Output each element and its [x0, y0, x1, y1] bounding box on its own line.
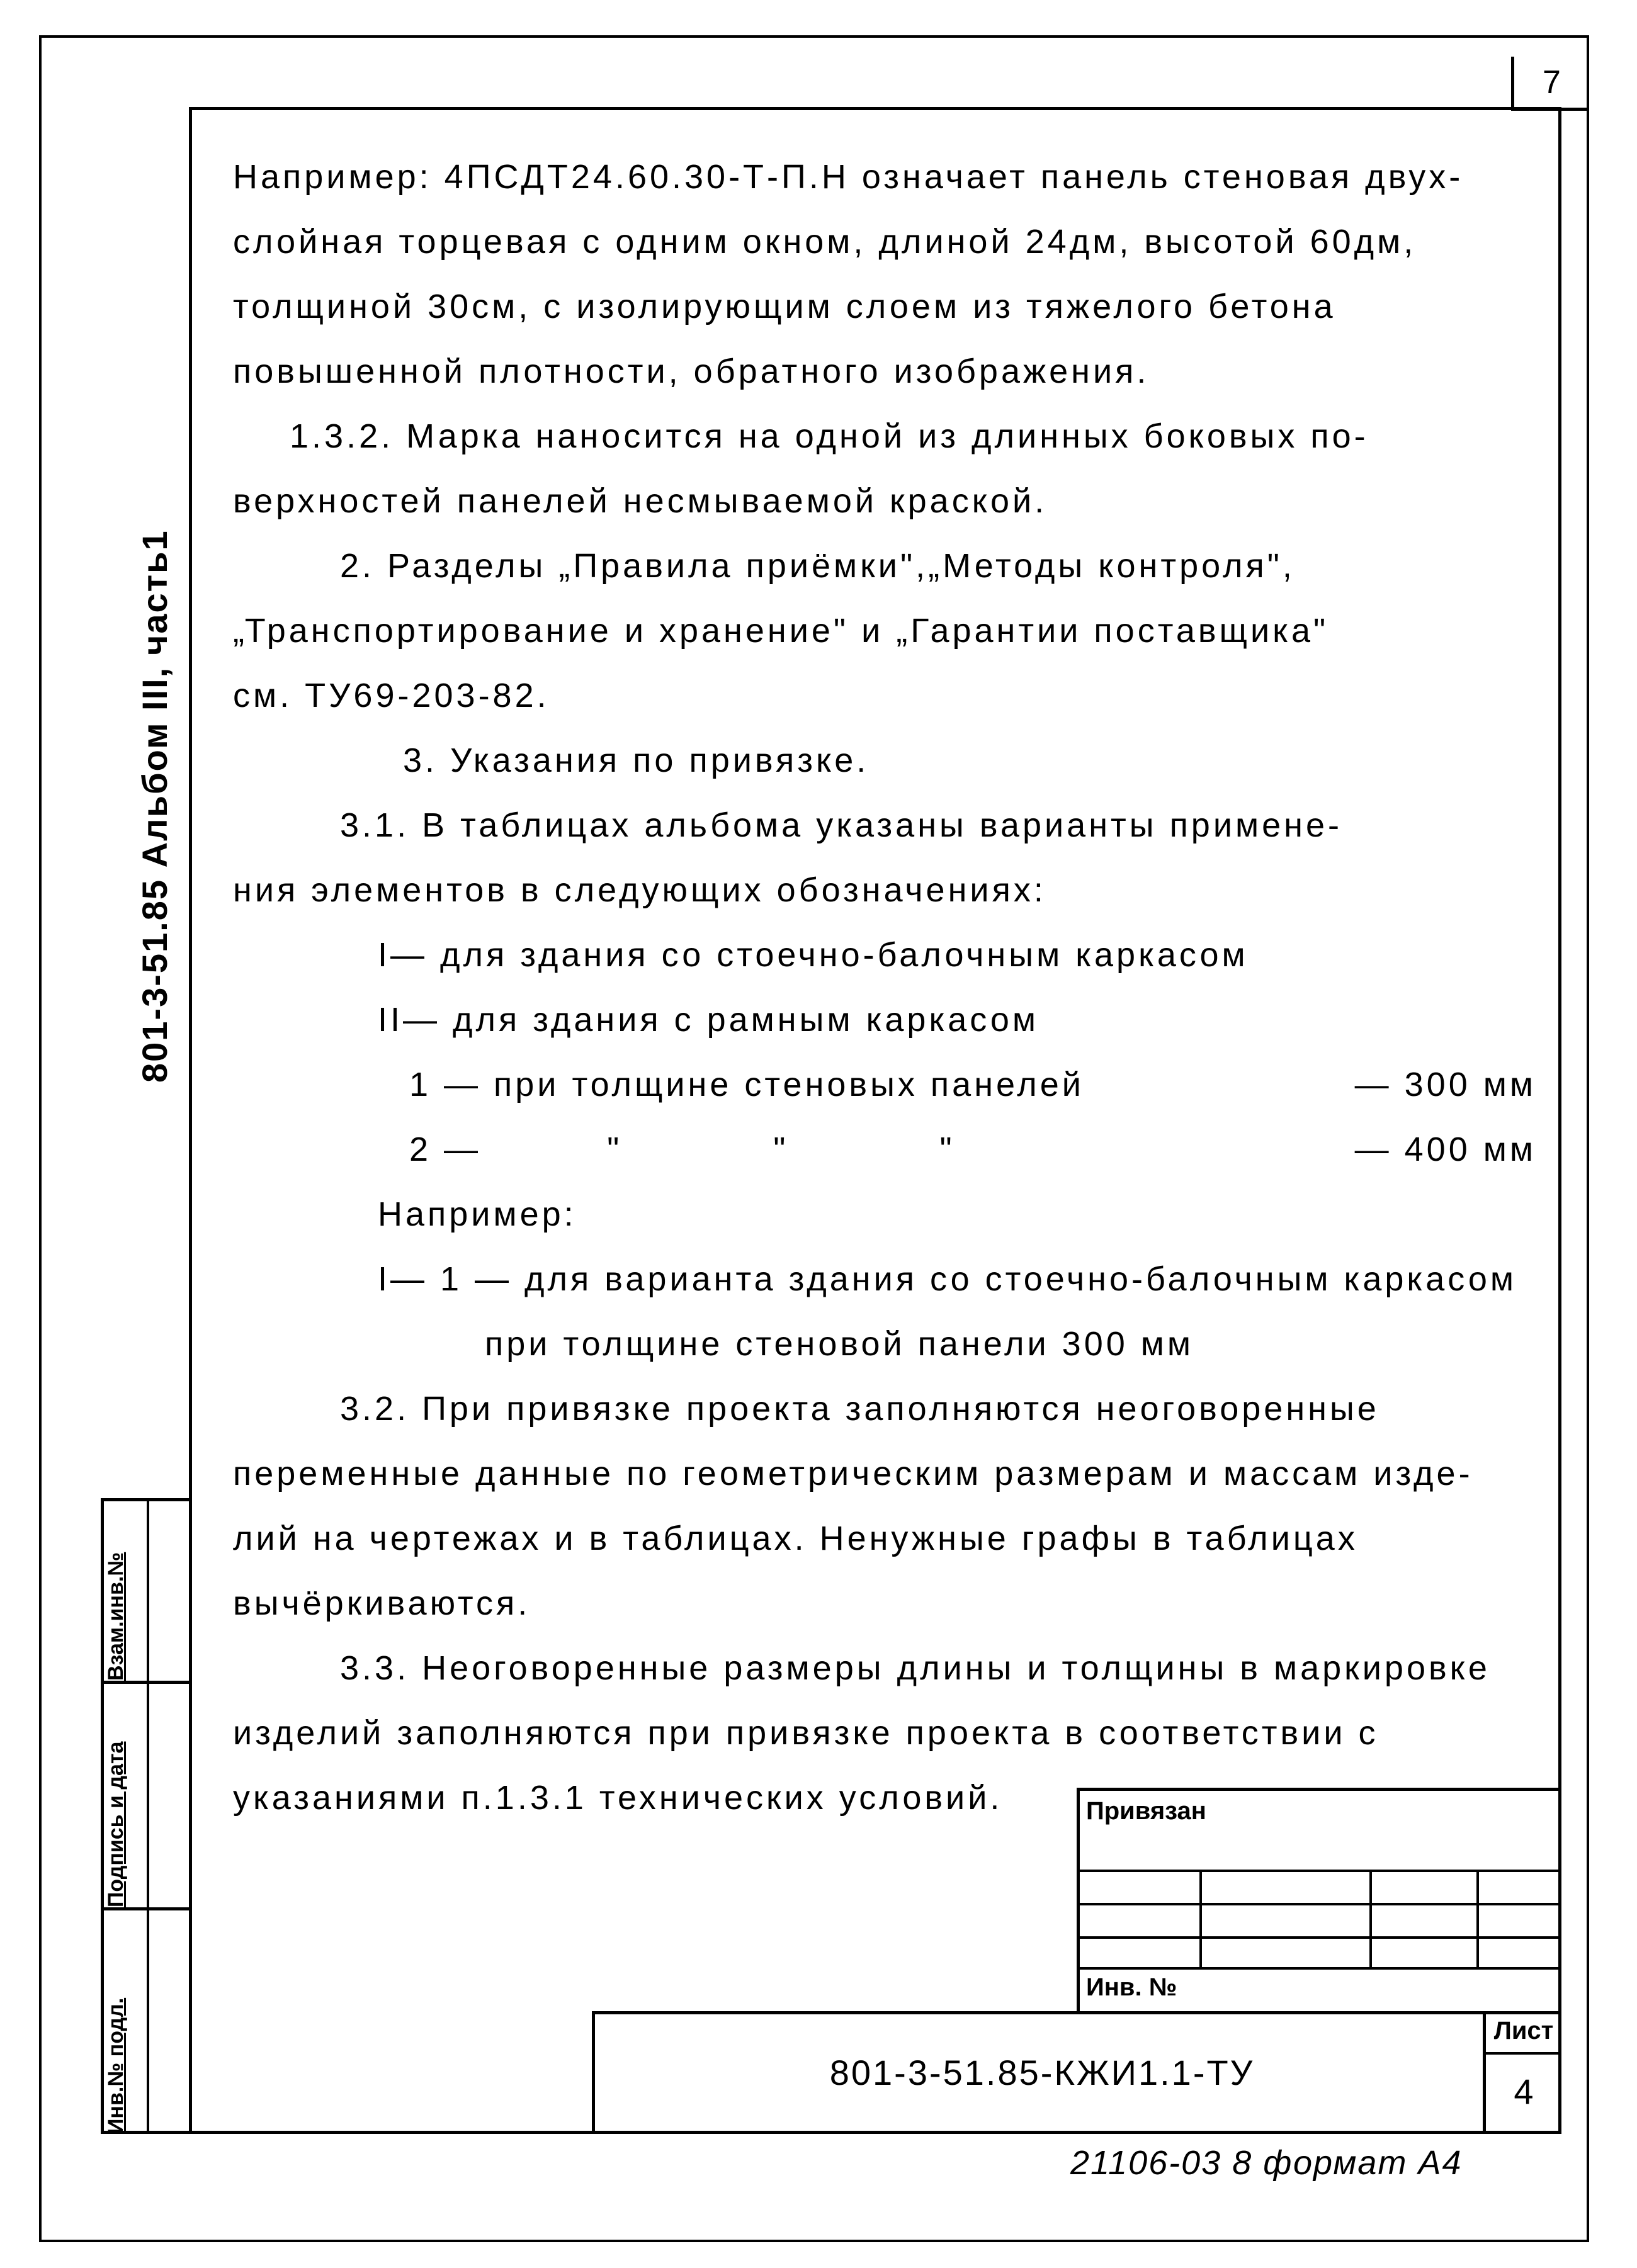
variant-label: 2 — " " ": [409, 1131, 955, 1168]
privyazan-col-line: [1369, 1870, 1372, 1967]
variant-value: — 300 мм: [1354, 1066, 1536, 1103]
text-line: ния элементов в следующих обозначениях:: [233, 871, 1046, 909]
text-line: вычёркиваются.: [233, 1584, 531, 1622]
text-line: повышенной плотности, обратного изображения.: [233, 353, 1150, 390]
text-line: переменные данные по геометрическим размерам и массам изде-: [233, 1455, 1473, 1492]
list-separator: [1486, 2052, 1561, 2055]
stamp-column: [101, 1498, 189, 2134]
privyazan-row-line: [1080, 1967, 1561, 1970]
privyazan-row-line: [1080, 1870, 1561, 1872]
text-line: толщиной 30см, с изолирующим слоем из тяжелого бетона: [233, 288, 1336, 325]
text-line: 3.3. Неоговоренные размеры длины и толщины в маркировке: [340, 1649, 1490, 1687]
text-line: 2. Разделы „Правила приёмки",„Методы контроля",: [340, 547, 1295, 585]
sheet-list-column: [1483, 2014, 1561, 2131]
privyazan-block: [1077, 1788, 1561, 2014]
privyazan-title: Привязан: [1086, 1797, 1206, 1825]
privyazan-inv-label: Инв. №: [1086, 1973, 1177, 2001]
text-line: 3.1. В таблицах альбома указаны варианты примене-: [340, 806, 1342, 844]
side-title: 801-3-51.85 Альбом III, часть1: [134, 529, 174, 1083]
text-line: I— для здания со стоечно-балочным каркасом: [378, 936, 1249, 974]
text-line: „Транспортирование и хранение" и „Гарантии поставщика": [233, 612, 1329, 650]
text-line: при толщине стеновой панели 300 мм: [485, 1325, 1194, 1363]
text-line: Например:: [378, 1195, 577, 1233]
text-line: см. ТУ69-203-82.: [233, 677, 550, 714]
privyazan-col-line: [1476, 1870, 1479, 1967]
text-line: лий на чертежах и в таблицах. Ненужные графы в таблицах: [233, 1520, 1358, 1557]
variant-row: [233, 1117, 1536, 1182]
variant-value: — 400 мм: [1354, 1131, 1536, 1168]
privyazan-col-line: [1199, 1870, 1202, 1967]
text-line: верхностей панелей несмываемой краской.: [233, 482, 1048, 520]
stamp-label-inv-podl: Инв.№ подл.: [104, 1997, 128, 2134]
text-line: изделий заполняются при привязке проекта в соответствии с: [233, 1714, 1379, 1752]
variant-label: 1 — при толщине стеновых панелей: [409, 1066, 1084, 1103]
list-number: 4: [1514, 2072, 1534, 2111]
variant-row: [233, 1052, 1536, 1117]
text-line: Например: 4ПСДТ24.60.30-Т-П.Н означает панель стеновая двух-: [233, 158, 1464, 196]
text-line: указаниями п.1.3.1 технических условий.: [233, 1779, 1003, 1817]
section-heading: 3. Указания по привязке.: [403, 742, 869, 779]
body-text: [233, 145, 1536, 1831]
title-block: [592, 2011, 1561, 2134]
document-code: 801-3-51.85-КЖИ1.1-ТУ: [829, 2053, 1255, 2092]
text-line: слойная торцевая с одним окном, длиной 24дм, высотой 60дм,: [233, 223, 1417, 261]
stamp-label-vzam-inv: Взам.инв.№: [104, 1552, 128, 1681]
stamp-label-signature-date: Подпись и дата: [104, 1741, 128, 1907]
text-line: II— для здания с рамным каркасом: [378, 1001, 1039, 1039]
text-line: 1.3.2. Марка наносится на одной из длинных боковых по-: [290, 417, 1369, 455]
text-line: I— 1 — для варианта здания со стоечно-балочным каркасом: [378, 1260, 1517, 1298]
privyazan-row-line: [1080, 1903, 1561, 1905]
sheet-number: 7: [1511, 57, 1589, 111]
list-label: Лист: [1493, 2017, 1554, 2045]
footer-format: 21106-03 8 формат А4: [1070, 2144, 1463, 2182]
privyazan-row-line: [1080, 1936, 1561, 1939]
text-line: 3.2. При привязке проекта заполняются неоговоренные: [340, 1390, 1379, 1428]
